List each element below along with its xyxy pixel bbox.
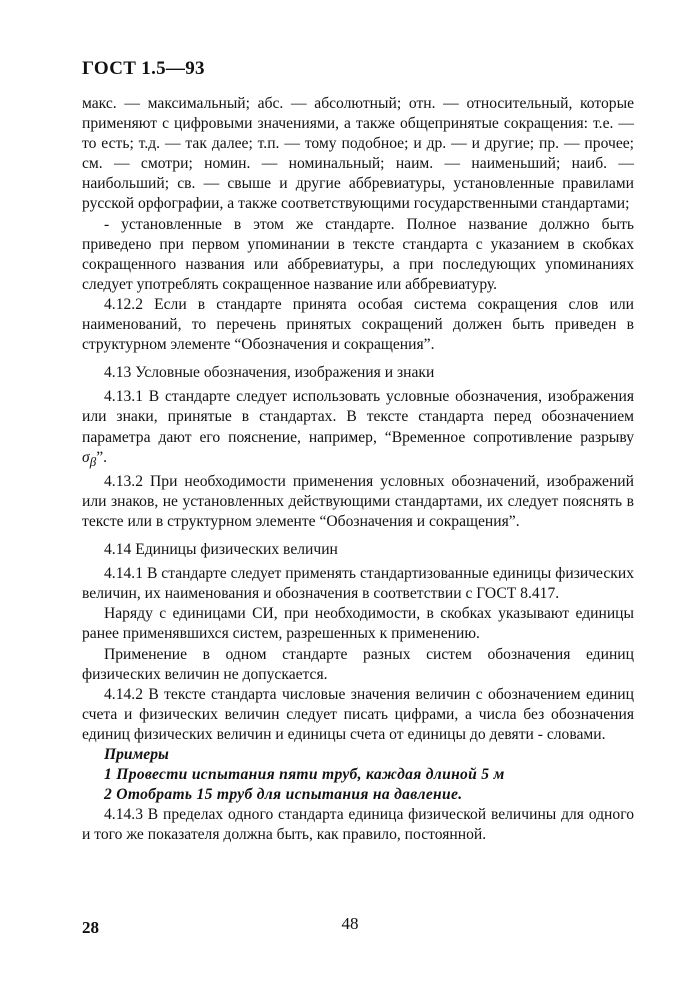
paragraph-4-13-1	[82, 387, 634, 471]
example-1: 1 Провести испытания пяти труб, каждая длиной 5 м	[104, 766, 505, 784]
paragraph-4-14-3: 4.14.3 В пределах одного стандарта единица физической величины для одного и того же показателя должна быть, как правило, постоянной.	[82, 806, 634, 844]
paragraph-4-12-2: 4.12.2 Если в стандарте принята особая система сокращения слов или наименований, то перечень принятых сокращений должен быть приведен в структурном элементе “Обозначения и сокращения”.	[82, 295, 634, 354]
paragraph-si-units: Наряду с единицами СИ, при необходимости, в скобках указывают единицы ранее применявшихся систем, разрешенных к применению.	[82, 605, 634, 643]
paragraph-unit-systems: Применение в одном стандарте разных систем обозначения единиц физических величин не допускается.	[82, 645, 634, 683]
document-body	[82, 94, 634, 845]
paragraph-own-abbreviations: - установленные в этом же стандарте. Полное название должно быть приведено при первом упоминании в тексте стандарта с указанием в скобках сокращенного названия или аббревиатуры, а при последующих упоминаниях следует употреблять сокращенное название или аббревиатуру.	[82, 215, 634, 293]
sigma-subscript: β	[89, 453, 97, 469]
example-2: 2 Отобрать 15 труб для испытания на давление.	[104, 786, 463, 804]
paragraph-4-13-1-end: ”.	[96, 448, 108, 466]
paragraph-4-13-2: 4.13.2 При необходимости применения условных обозначений, изображений или знаков, не установленных действующими стандартами, их следует пояснять в тексте или в структурном элементе “Обозначения и сокращения”.	[82, 472, 634, 530]
paragraph-abbreviations: макс. — максимальный; абс. — абсолютный; отн. — относительный, которые применяют с цифровыми значениями, а также общепринятые сокращения: т.е. — то есть; т.д. — так далее; т.п. — тому подобное; и др. — и другие; пр. — прочее; см. — смотри; номин. — номинальный; наим. — наименьший; наиб. — наибольший; св. — свыше и другие аббревиатуры, установленные правилами русской орфографии, а также соответствующими государственными стандартами;	[82, 95, 634, 213]
section-heading-4-14: 4.14 Единицы физических величин	[104, 541, 338, 559]
sigma-symbol: σ	[82, 448, 90, 466]
paragraph-4-14-1: 4.14.1 В стандарте следует применять стандартизованные единицы физических величин, их наименования и обозначения в соответствии с ГОСТ 8.417.	[82, 565, 634, 603]
examples-heading: Примеры	[104, 746, 169, 764]
page-header: ГОСТ 1.5—93	[82, 58, 205, 79]
page-number-left: 28	[82, 918, 99, 937]
section-heading-4-13: 4.13 Условные обозначения, изображения и знаки	[104, 364, 435, 382]
paragraph-4-14-2: 4.14.2 В тексте стандарта числовые значения величин с обозначением единиц счета и физических величин следует писать цифрами, а числа без обозначения единиц физических величин и единицы счета от единицы до девяти - словами.	[82, 685, 634, 743]
page-number-center: 48	[341, 914, 359, 933]
paragraph-4-13-1-text: 4.13.1 В стандарте следует использовать условные обозначения, изображения или знаки, принятые в стандартах. В тексте стандарта перед обозначением параметра дают его пояснение, например, “Временное сопротивление разрыву	[82, 388, 634, 446]
